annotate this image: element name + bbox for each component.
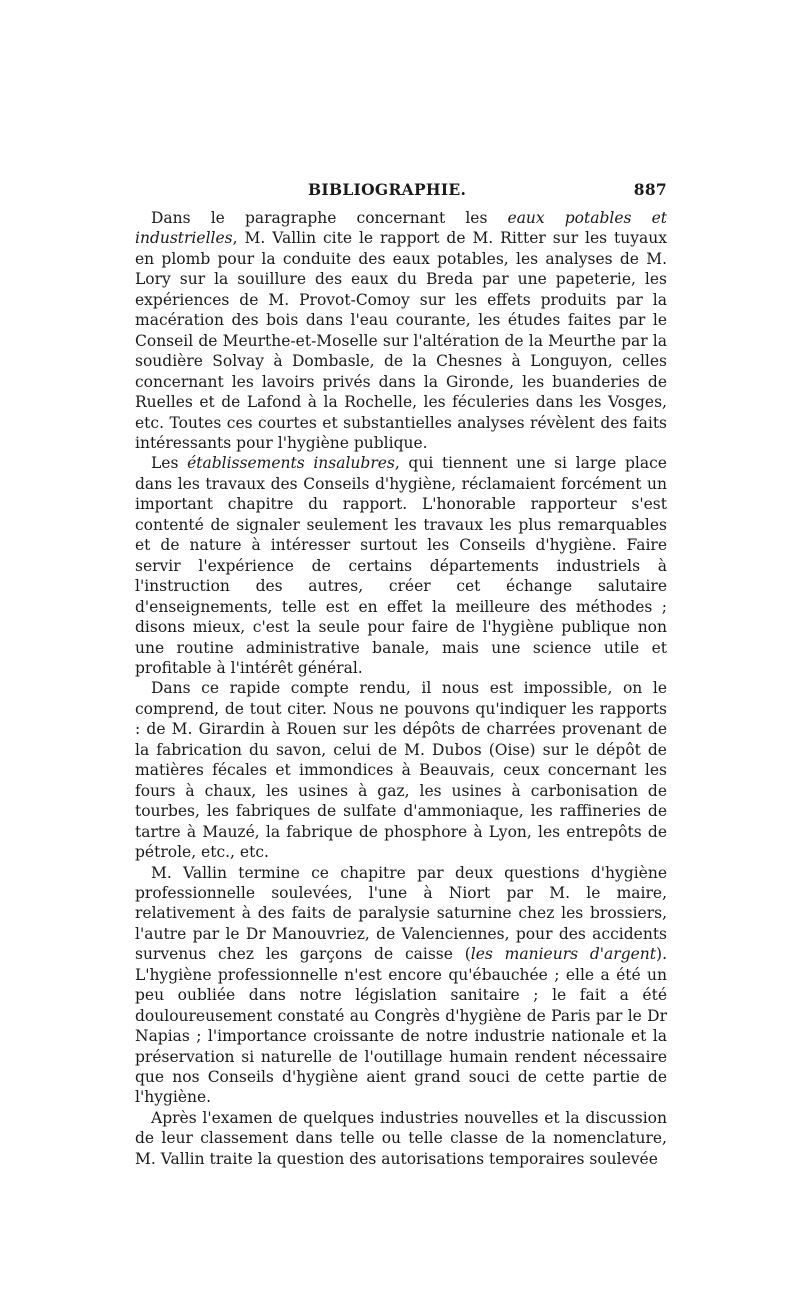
italic-text-run: établissements insalubres xyxy=(187,454,395,473)
text-run: Dans ce rapide compte rendu, il nous est impossible, on le comprend, de tout citer. Nous ne pouvons qu'indiquer les rapports : de M. Girardin à Rouen sur les dépôts de charrées provenant de la fabrication du savon, celui de M. Dubos (Oise) sur le dépôt de matières fécales et immondices à Beauvais, ceux concernant les fours à chaux, les usines à gaz, les usines à carbonisation de tourbes, les fabriques de sulfate d'ammoniaque, les raffineries de tartre à Mauzé, la fabrique de phosphore à Lyon, les entrepôts de pétrole, etc., etc. xyxy=(135,679,667,862)
paragraph xyxy=(135,1108,667,1169)
italic-text-run: eaux potables et industrielles xyxy=(135,209,667,248)
text-run: , M. Vallin cite le rapport de M. Ritter sur les tuyaux en plomb pour la conduite des eaux potables, les analyses de M. Lory sur la souillure des eaux du Breda par une papeterie, les expériences de M. Provot-Comoy sur les effets produits par la macération des bois dans l'eau courante, les études faites par le Conseil de Meurthe-et-Moselle sur l'altération de la Meurthe par la soudière Solvay à Dombasle, de la Chesnes à Longuyon, celles concernant les lavoirs privés dans la Gironde, les buanderies de Ruelles et de Lafond à la Rochelle, les féculeries dans les Vosges, etc. Toutes ces courtes et substantielles analyses révèlent des faits intéressants pour l'hygiène publique. xyxy=(135,229,667,452)
body-text xyxy=(135,208,667,1169)
text-run: M. Vallin termine ce chapitre par deux questions d'hygiène professionnelle soulevées, l'une à Niort par M. le maire, relativement à des faits de paralysie saturnine chez les brossiers, l'autre par le Dr Manouvriez, de Valenciennes, pour des accidents survenus chez les garçons de caisse ( xyxy=(135,863,667,964)
paragraph xyxy=(135,208,667,453)
text-run: , qui tiennent une si large place dans les travaux des Conseils d'hygiène, réclamaient forcément un important chapitre du rapport. L'honorable rapporteur s'est contenté de signaler seulement les travaux les plus remarquables et de nature à intéresser surtout les Conseils d'hygiène. Faire servir l'expérience de certains départements industriels à l'instruction des autres, créer cet échange salutaire d'enseignements, telle est en effet la meilleure des méthodes ; disons mieux, c'est la seule pour faire de l'hygiène publique non une routine administrative banale, mais une science utile et profitable à l'intérêt général. xyxy=(135,454,667,677)
text-run: Les xyxy=(151,454,188,473)
paragraph xyxy=(135,863,667,1108)
text-run: Après l'examen de quelques industries nouvelles et la discussion de leur classement dans telle ou telle classe de la nomenclature, M. Vallin traite la question des autorisations temporaires soulevée xyxy=(135,1108,667,1168)
book-page xyxy=(135,176,667,1169)
paragraph xyxy=(135,678,667,862)
text-run: Dans le paragraphe concernant les xyxy=(151,209,508,227)
running-title: BIBLIOGRAPHIE. xyxy=(308,180,467,199)
text-run: ). L'hygiène professionnelle n'est encore qu'ébauchée ; elle a été un peu oubliée dans notre législation sanitaire ; le fait a été douloureusement constaté au Congrès d'hygiène de Paris par le Dr Napias ; l'importance croissante de notre industrie nationale et la préservation si naturelle de l'outillage humain rendent nécessaire que nos Conseils d'hygiène aient grand souci de cette partie de l'hygiène. xyxy=(135,945,667,1107)
italic-text-run: les manieurs d'argent xyxy=(470,945,657,964)
paragraph xyxy=(135,453,667,678)
running-header xyxy=(135,176,667,204)
page-number: 887 xyxy=(633,180,667,199)
